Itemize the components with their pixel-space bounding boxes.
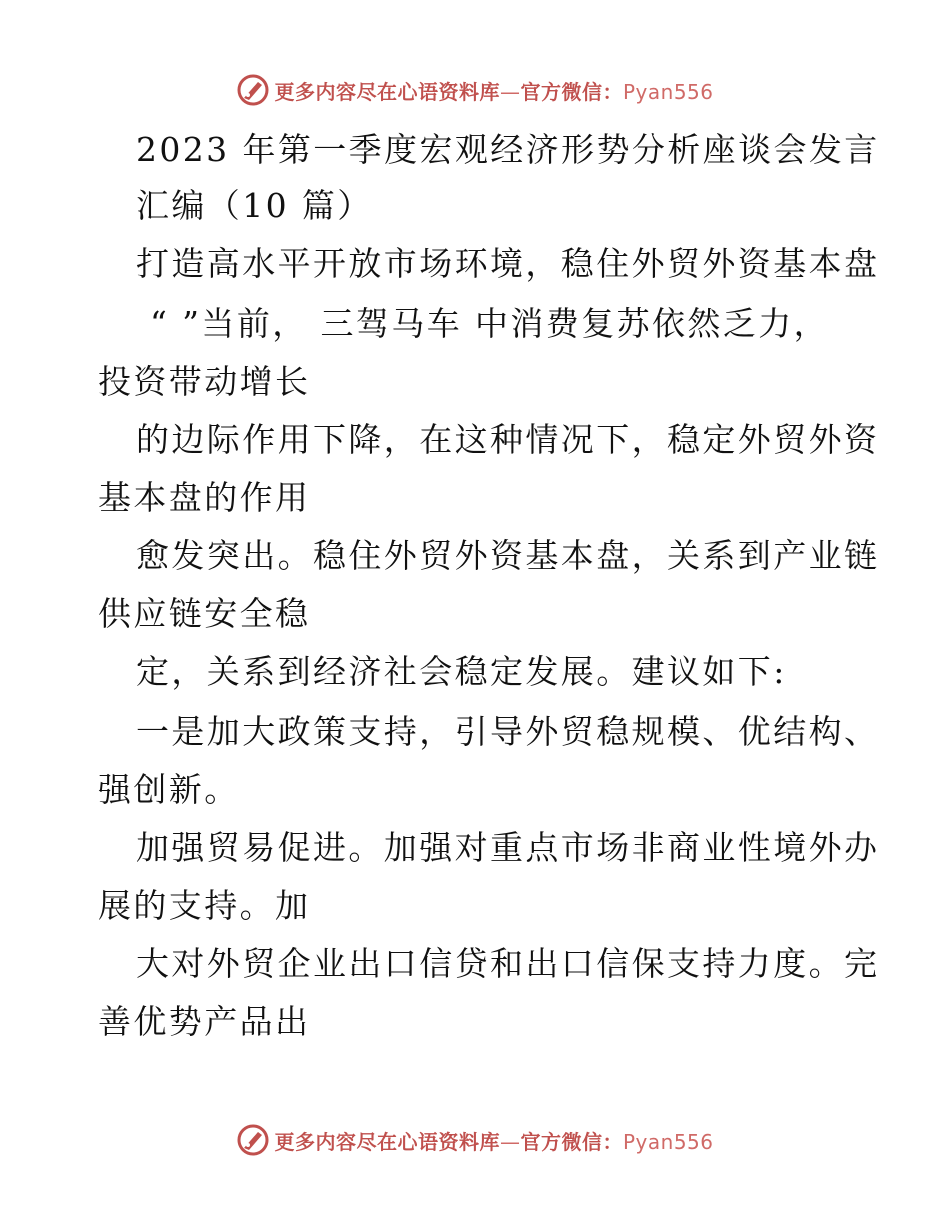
watermark-wechat-id: Pyan556: [622, 79, 714, 104]
paragraph-line: 定，关系到经济社会稳定发展。建议如下:: [136, 652, 787, 691]
paragraph-line: 的边际作用下降，在这种情况下，稳定外贸外资: [136, 420, 880, 459]
watermark-wechat-label: 官方微信：: [520, 79, 623, 104]
paragraph-line: 打造高水平开放市场环境，稳住外贸外资基本盘: [136, 244, 880, 283]
watermark-text: [274, 1126, 713, 1155]
paragraph-line: 大对外贸企业出口信贷和出口信保支持力度。完: [136, 944, 880, 983]
paragraph-line: 供应链安全稳: [98, 594, 311, 633]
paragraph-line: 加强贸易促进。加强对重点市场非商业性境外办: [136, 828, 880, 867]
footer-watermark: [0, 1120, 950, 1160]
pen-logo-icon: [236, 73, 270, 107]
watermark-separator: —: [499, 79, 521, 104]
paragraph-line: 愈发突出。稳住外贸外资基本盘，关系到产业链: [136, 536, 880, 575]
watermark-text: [274, 76, 713, 105]
watermark-separator: —: [499, 1129, 521, 1154]
paragraph-line: “ ”当前， 三驾马车 中消费复苏依然乏力，: [150, 304, 830, 343]
document-title-line-2: 汇编（10 篇）: [136, 186, 373, 225]
watermark-wechat-label: 官方微信：: [520, 1129, 623, 1154]
document-title-line-1: 2023 年第一季度宏观经济形势分析座谈会发言: [136, 130, 880, 169]
watermark-site: 更多内容尽在心语资料库: [274, 79, 500, 104]
watermark-site: 更多内容尽在心语资料库: [274, 1129, 500, 1154]
paragraph-line: 善优势产品出: [98, 1002, 311, 1041]
header-watermark: [0, 70, 950, 110]
paragraph-line: 投资带动增长: [98, 362, 311, 401]
paragraph-line: 一是加大政策支持，引导外贸稳规模、优结构、: [136, 712, 880, 751]
paragraph-line: 基本盘的作用: [98, 478, 311, 517]
pen-logo-icon: [236, 1123, 270, 1157]
watermark-wechat-id: Pyan556: [622, 1129, 714, 1154]
paragraph-line: 展的支持。加: [98, 886, 311, 925]
paragraph-line: 强创新。: [98, 770, 240, 809]
